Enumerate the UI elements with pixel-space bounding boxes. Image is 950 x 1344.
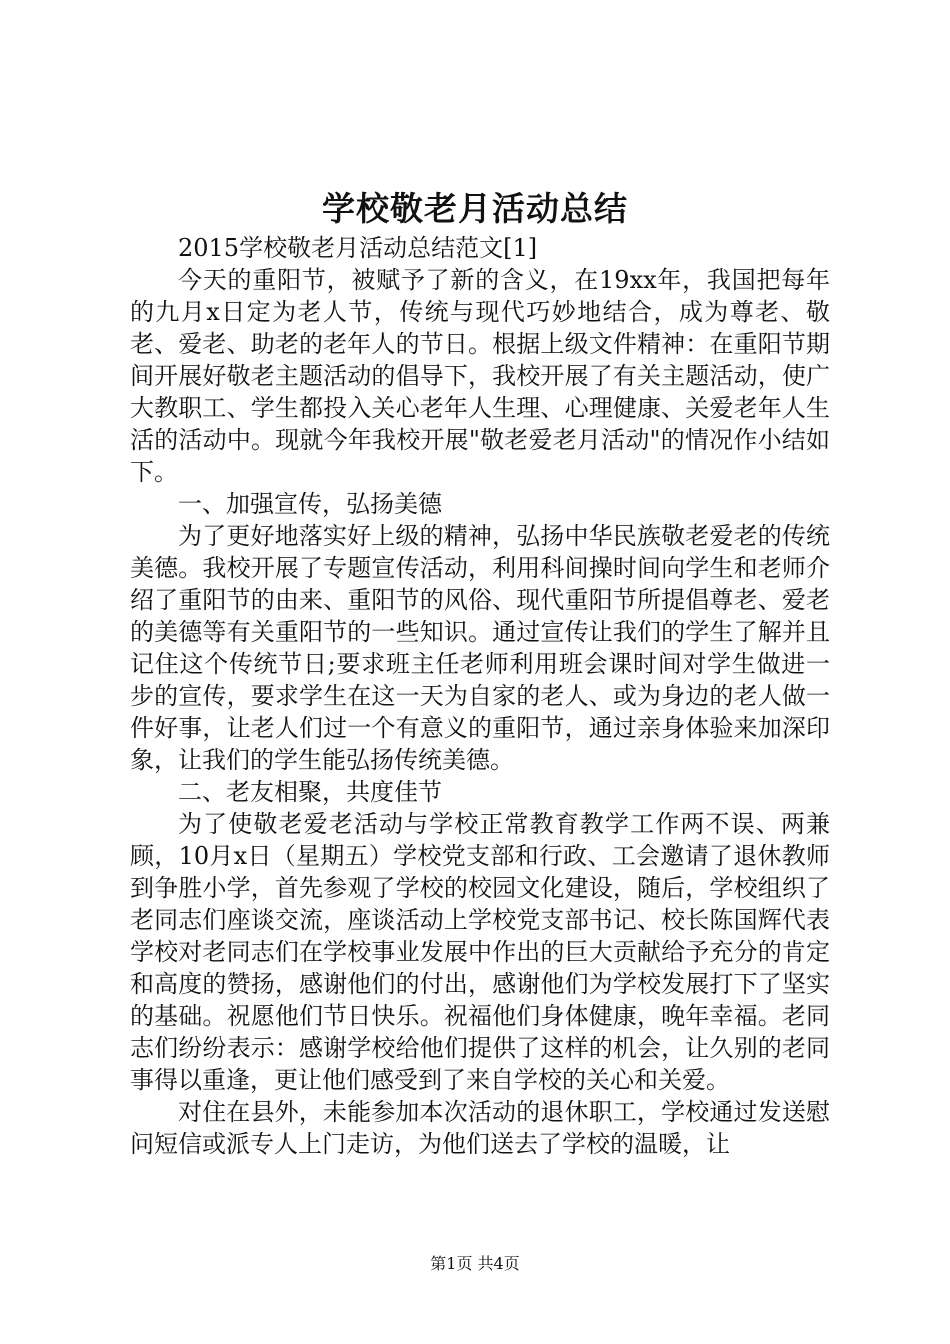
page-footer: 第1页 共4页 [430,1254,520,1273]
section-2-paragraph: 为了使敬老爱老活动与学校正常教育教学工作两不误、两兼顾，10月x日（星期五）学校党支部和行政、工会邀请了退休教师到争胜小学，首先参观了学校的校园文化建设，随后，学校组织了老同志们座谈交流，座谈活动上学校党支部书记、校长陈国辉代表学校对老同志们在学校事业发展中作出的巨大贡献给予充分的肯定和高度的赞扬，感谢他们的付出，感谢他们为学校发展打下了坚实的基础。祝愿他们节日快乐。祝福他们身体健康，晚年幸福。老同志们纷纷表示：感谢学校给他们提供了这样的机会，让久别的老同事得以重逢，更让他们感受到了来自学校的关心和关爱。 [130,810,830,1094]
intro-paragraph: 今天的重阳节，被赋予了新的含义，在19xx年，我国把每年的九月x日定为老人节，传统与现代巧妙地结合，成为尊老、敬老、爱老、助老的老年人的节日。根据上级文件精神：在重阳节期间开展好敬老主题活动的倡导下，我校开展了有关主题活动，使广大教职工、学生都投入关心老年人生理、心理健康、关爱老年人生活的活动中。现就今年我校开展"敬老爱老月活动"的情况作小结如下。 [130,266,830,486]
document-body [130,232,830,1160]
section-1-paragraph: 为了更好地落实好上级的精神，弘扬中华民族敬老爱老的传统美德。我校开展了专题宣传活动，利用科间操时间向学生和老师介绍了重阳节的由来、重阳节的风俗、现代重阳节所提倡尊老、爱老的美德等有关重阳节的一些知识。通过宣传让我们的学生了解并且记住这个传统节日;要求班主任老师利用班会课时间对学生做进一步的宣传，要求学生在这一天为自家的老人、或为身边的老人做一件好事，让老人们过一个有意义的重阳节，通过亲身体验来加深印象，让我们的学生能弘扬传统美德。 [130,522,830,774]
section-heading-1: 一、加强宣传，弘扬美德 [178,490,442,518]
section-2-paragraph-continued: 对住在县外，未能参加本次活动的退休职工，学校通过发送慰问短信或派专人上门走访，为他们送去了学校的温暖，让 [130,1098,830,1158]
section-heading-2: 二、老友相聚，共度佳节 [178,778,442,806]
document-title: 学校敬老月活动总结 [322,189,628,228]
subtitle-paragraph: 2015学校敬老月活动总结范文[1] [178,234,538,262]
